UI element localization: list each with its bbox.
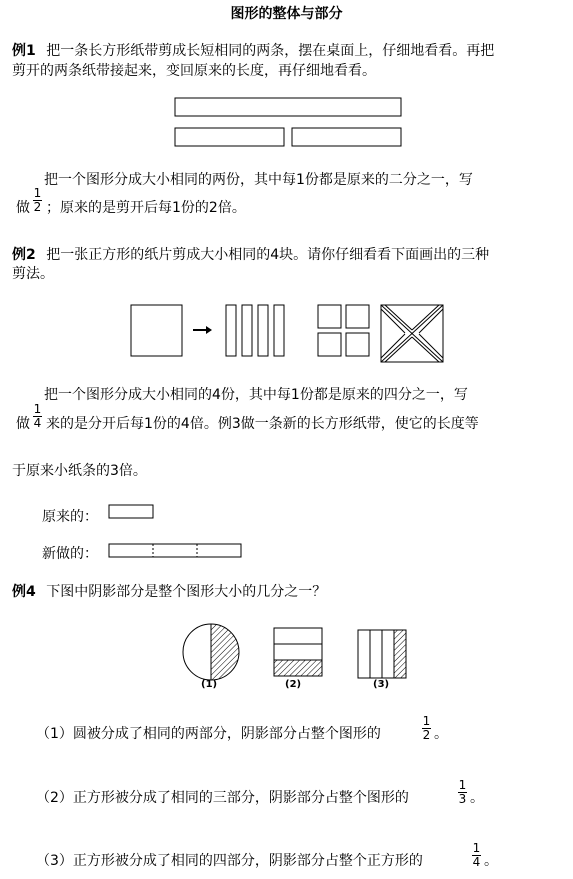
ex1-explain-line1: 把一个图形分成大小相同的两份，其中每1份都是原来的二分之一，写 [44,172,473,188]
answer-1-fraction [422,715,431,742]
fraction-numerator: 1 [472,841,481,855]
answer-2-tail: 。 [470,790,484,806]
ex1-text1: 把一条长方形纸带剪成长短相同的两条，摆在桌面上，仔细地看看。再把 [46,43,495,59]
answer-1: （1）圆被分成了相同的两部分，阴影部分占整个图形的 [36,726,381,742]
square-cut-vertical-strips [226,305,284,356]
shaded-circle-half [183,624,239,680]
fraction-denominator: 4 [472,855,481,869]
fig-label-1: (1) [201,679,218,690]
answer-2: （2）正方形被分成了相同的三部分，阴影部分占整个图形的 [36,790,409,806]
ex2-cutting-figure [0,300,573,370]
fig-label-2: (2) [285,679,302,690]
strip-new-triple [109,544,241,557]
ex2-line1 [12,244,489,266]
answer-1-tail: 。 [434,726,448,742]
strip-original-small [109,505,153,518]
ex3-new-label: 新做的： [42,546,98,562]
fraction-numerator: 1 [33,402,42,416]
ex1-explain-post: ；原来的是剪开后每1份的2倍。 [46,200,246,216]
strip-half-left [175,128,284,146]
square-cut-triangles [381,305,443,362]
ex2-text1: 把一张正方形的纸片剪成大小相同的4块。请你仔细看看下面画出的三种 [46,247,490,263]
fraction-denominator: 4 [33,416,42,430]
ex2-explain-post: 来的是分开后每1份的4倍。例3做一条新的长方形纸带，使它的长度等 [46,416,479,432]
shaded-square-quarter [358,630,406,678]
ex4-label: 例4 [12,584,36,600]
answer-3-tail: 。 [484,853,498,869]
answer-3-fraction [472,842,481,869]
answer-3: （3）正方形被分成了相同的四部分，阴影部分占整个正方形的 [36,853,423,869]
ex1-explain-pre: 做 [16,200,30,216]
strip-original [175,98,401,116]
ex2-fraction-quarter [33,403,42,430]
fraction-denominator: 2 [33,200,42,214]
ex1-strips-figure [0,90,573,150]
ex2-explain-pre: 做 [16,416,30,432]
fraction-numerator: 1 [422,714,431,728]
ex2-label: 例2 [12,247,36,263]
ex1-line2: 剪开的两条纸带接起来，变回原来的长度，再仔细地看看。 [12,63,376,79]
ex1-label: 例1 [12,43,36,59]
answer-2-fraction [458,779,467,806]
ex4-line1 [12,581,326,603]
ex2-explain-line3: 于原来小纸条的3倍。 [12,463,147,479]
ex3-original-strip [0,505,573,525]
ex1-fraction-half [33,187,42,214]
fraction-numerator: 1 [458,778,467,792]
strip-half-right [292,128,401,146]
square-cut-quarters [318,305,369,356]
fraction-numerator: 1 [33,186,42,200]
fig-label-3: (3) [373,679,390,690]
ex2-line2: 剪法。 [12,266,54,282]
ex4-question: 下图中阴影部分是整个图形大小的几分之一？ [46,584,327,600]
arrow-right-icon [193,326,212,334]
ex1-line1 [12,40,494,62]
ex3-new-strip [0,544,573,564]
shaded-square-third [274,628,322,676]
fraction-denominator: 3 [458,792,467,806]
page-title: 图形的整体与部分 [230,6,343,22]
square-whole [131,305,182,356]
ex2-explain-line1: 把一个图形分成大小相同的4份，其中每1份都是原来的四分之一，写 [44,387,468,403]
ex3-original-label: 原来的： [42,509,98,525]
fraction-denominator: 2 [422,728,431,742]
